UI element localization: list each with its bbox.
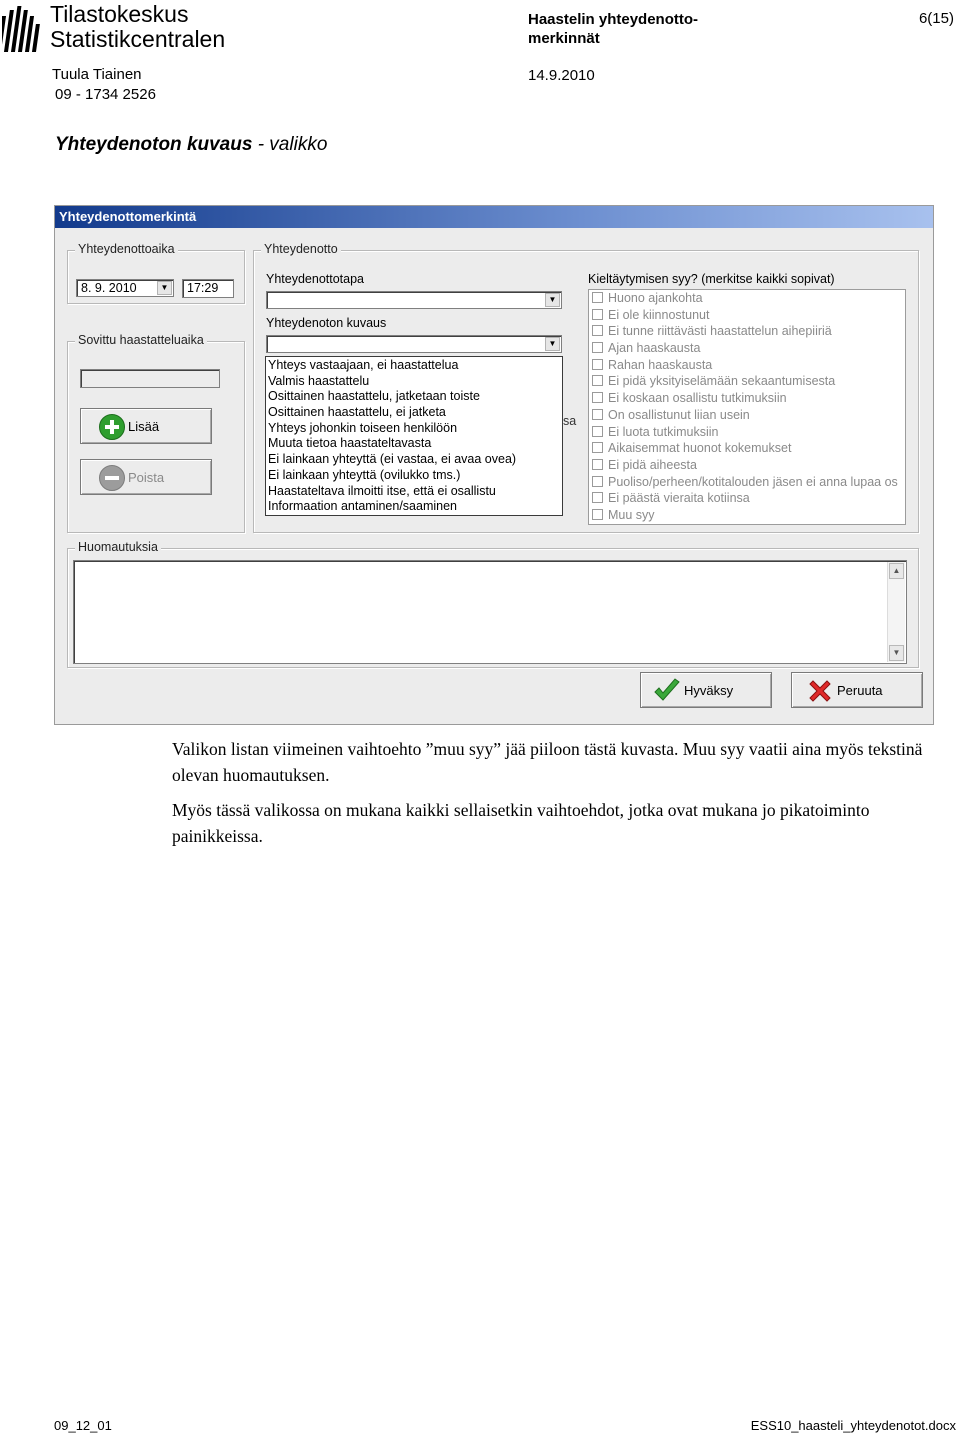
contact-method-label: Yhteydenottotapa [266, 272, 364, 286]
checkbox[interactable] [592, 409, 603, 420]
contact-method-select[interactable] [266, 291, 562, 309]
refusal-reason-checklist [588, 289, 906, 525]
dropdown-option[interactable]: Osittainen haastattelu, jatketaan toiste [268, 389, 480, 404]
remove-button[interactable] [80, 459, 212, 495]
obscured-label-fragment: sa [563, 414, 577, 428]
minus-circle-icon [98, 464, 126, 492]
refusal-reason-item[interactable]: Ei koskaan osallistu tutkimuksiin [589, 390, 905, 407]
dropdown-option[interactable]: Yhteys vastaajaan, ei haastattelua [268, 358, 459, 372]
chevron-down-icon[interactable]: ▼ [157, 281, 172, 295]
document-date: 14.9.2010 [528, 67, 595, 84]
refusal-reason-item[interactable]: Puoliso/perheen/kotitalouden jäsen ei anna lupaa os [589, 474, 905, 491]
tilastokeskus-logo-icon [2, 2, 46, 54]
refusal-reason-label: Kieltäytymisen syy? (merkitse kaikki sopivat) [588, 272, 835, 286]
add-button-label: Lisää [128, 419, 160, 434]
checkbox[interactable] [592, 509, 603, 520]
contact-entry-dialog [54, 205, 934, 725]
refusal-reason-item[interactable]: Ei ole kiinnostunut [589, 307, 905, 324]
section-heading-rest: - valikko [252, 134, 328, 155]
agreed-time-input[interactable] [80, 369, 220, 388]
dropdown-option[interactable]: Ei lainkaan yhteyttä (ovilukko tms.) [268, 467, 461, 482]
refusal-reason-item[interactable]: Ei luota tutkimuksiin [589, 424, 905, 441]
refusal-reason-item[interactable]: Ei tunne riittävästi haastattelun aihepiiriä [589, 323, 905, 340]
paragraph-2: Myös tässä valikossa on mukana kaikki sellaisetkin vaihtoehdot, jotka ovat mukana jo pikatoiminto painikkeissa. [172, 800, 870, 846]
checkbox[interactable] [592, 492, 603, 503]
page-number: 6(15) [918, 10, 954, 27]
refusal-reason-item[interactable]: Ei pidä aiheesta [589, 457, 905, 474]
notes-textarea[interactable] [73, 560, 907, 664]
close-icon [806, 677, 834, 705]
footer-doc-code: 09_12_01 [54, 1418, 112, 1433]
add-button[interactable] [80, 408, 212, 444]
checkbox[interactable] [592, 325, 603, 336]
plus-circle-icon [98, 413, 126, 441]
logo-line-2: Statistikcentralen [50, 26, 226, 52]
contact-time-input[interactable]: 17:29 [182, 279, 234, 298]
refusal-reason-item[interactable]: On osallistunut liian usein [589, 407, 905, 424]
contact-date-value: 8. 9. 2010 [81, 281, 137, 295]
dropdown-option[interactable]: Valmis haastattelu [268, 373, 370, 388]
author-name: Tuula Tiainen [52, 66, 142, 83]
scroll-down-icon[interactable]: ▼ [889, 645, 904, 661]
cancel-button-label: Peruuta [837, 683, 883, 698]
contact-description-label: Yhteydenoton kuvaus [266, 316, 387, 330]
scroll-up-icon[interactable]: ▲ [889, 563, 904, 579]
agreed-interview-group [67, 333, 245, 533]
checkbox[interactable] [592, 392, 603, 403]
chevron-down-icon[interactable]: ▼ [545, 293, 560, 307]
dropdown-option[interactable]: Osittainen haastattelu, ei jatketa [268, 405, 446, 420]
contact-time-label: Yhteydenottoaika [75, 242, 178, 256]
refusal-reason-item[interactable]: Huono ajankohta [589, 290, 905, 307]
dropdown-option[interactable]: Ei lainkaan yhteyttä (ei vastaa, ei avaa ovea) [268, 452, 517, 467]
refusal-reason-item[interactable]: Ajan haaskausta [589, 340, 905, 357]
refusal-reason-item[interactable]: Rahan haaskausta [589, 357, 905, 374]
checkbox[interactable] [592, 442, 603, 453]
dropdown-option[interactable]: Informaation antaminen/saaminen [268, 499, 458, 514]
chevron-down-icon[interactable]: ▼ [545, 337, 560, 351]
logo-wordmark [50, 2, 225, 52]
refusal-reason-item[interactable]: Ei päästä vieraita kotiinsa [589, 490, 905, 507]
contact-time-group [67, 242, 245, 304]
checkmark-icon [653, 677, 681, 705]
accept-button-label: Hyväksy [684, 683, 734, 698]
contact-group-label: Yhteydenotto [261, 242, 341, 256]
dialog-title-bar: Yhteydenottomerkintä [55, 206, 933, 228]
section-heading-bold: Yhteydenoton kuvaus [55, 134, 253, 155]
contact-description-dropdown [265, 356, 563, 516]
checkbox[interactable] [592, 375, 603, 386]
cancel-button[interactable] [791, 672, 923, 708]
checkbox[interactable] [592, 309, 603, 320]
dropdown-option[interactable]: Haastateltava ilmoitti itse, että ei osallistu [268, 483, 496, 498]
dropdown-option[interactable]: Yhteys johonkin toiseen henkilöön [268, 420, 458, 435]
paragraph-1: Valikon listan viimeinen vaihtoehto ”muu syy” jää piiloon tästä kuvasta. Muu syy vaatii aina myös tekstinä olevan huomautuksen. [172, 739, 923, 785]
checkbox[interactable] [592, 292, 603, 303]
refusal-reason-item[interactable]: Ei pidä yksityiselämään sekaantumisesta [589, 373, 905, 390]
checkbox[interactable] [592, 459, 603, 470]
agreed-interview-label: Sovittu haastatteluaika [75, 333, 207, 347]
remove-button-label: Poista [128, 470, 165, 485]
dropdown-option[interactable]: Muuta tietoa haastateltavasta [268, 436, 432, 451]
footer-filename: ESS10_haasteli_yhteydenotot.docx [750, 1418, 956, 1433]
logo-line-1: Tilastokeskus [50, 1, 189, 27]
notes-label: Huomautuksia [75, 540, 161, 554]
accept-button[interactable] [640, 672, 772, 708]
checkbox[interactable] [592, 426, 603, 437]
checkbox[interactable] [592, 476, 603, 487]
refusal-reason-item[interactable]: Muu syy [589, 507, 905, 524]
author-phone: 09 - 1734 2526 [55, 86, 156, 103]
checkbox[interactable] [592, 342, 603, 353]
section-heading [55, 134, 327, 156]
contact-description-select[interactable] [266, 335, 562, 353]
document-title: Haastelin yhteydenotto-merkinnät [528, 11, 699, 47]
contact-date-picker[interactable] [76, 279, 174, 297]
checkbox[interactable] [592, 359, 603, 370]
notes-scrollbar[interactable] [887, 562, 905, 662]
refusal-reason-item[interactable]: Aikaisemmat huonot kokemukset [589, 440, 905, 457]
